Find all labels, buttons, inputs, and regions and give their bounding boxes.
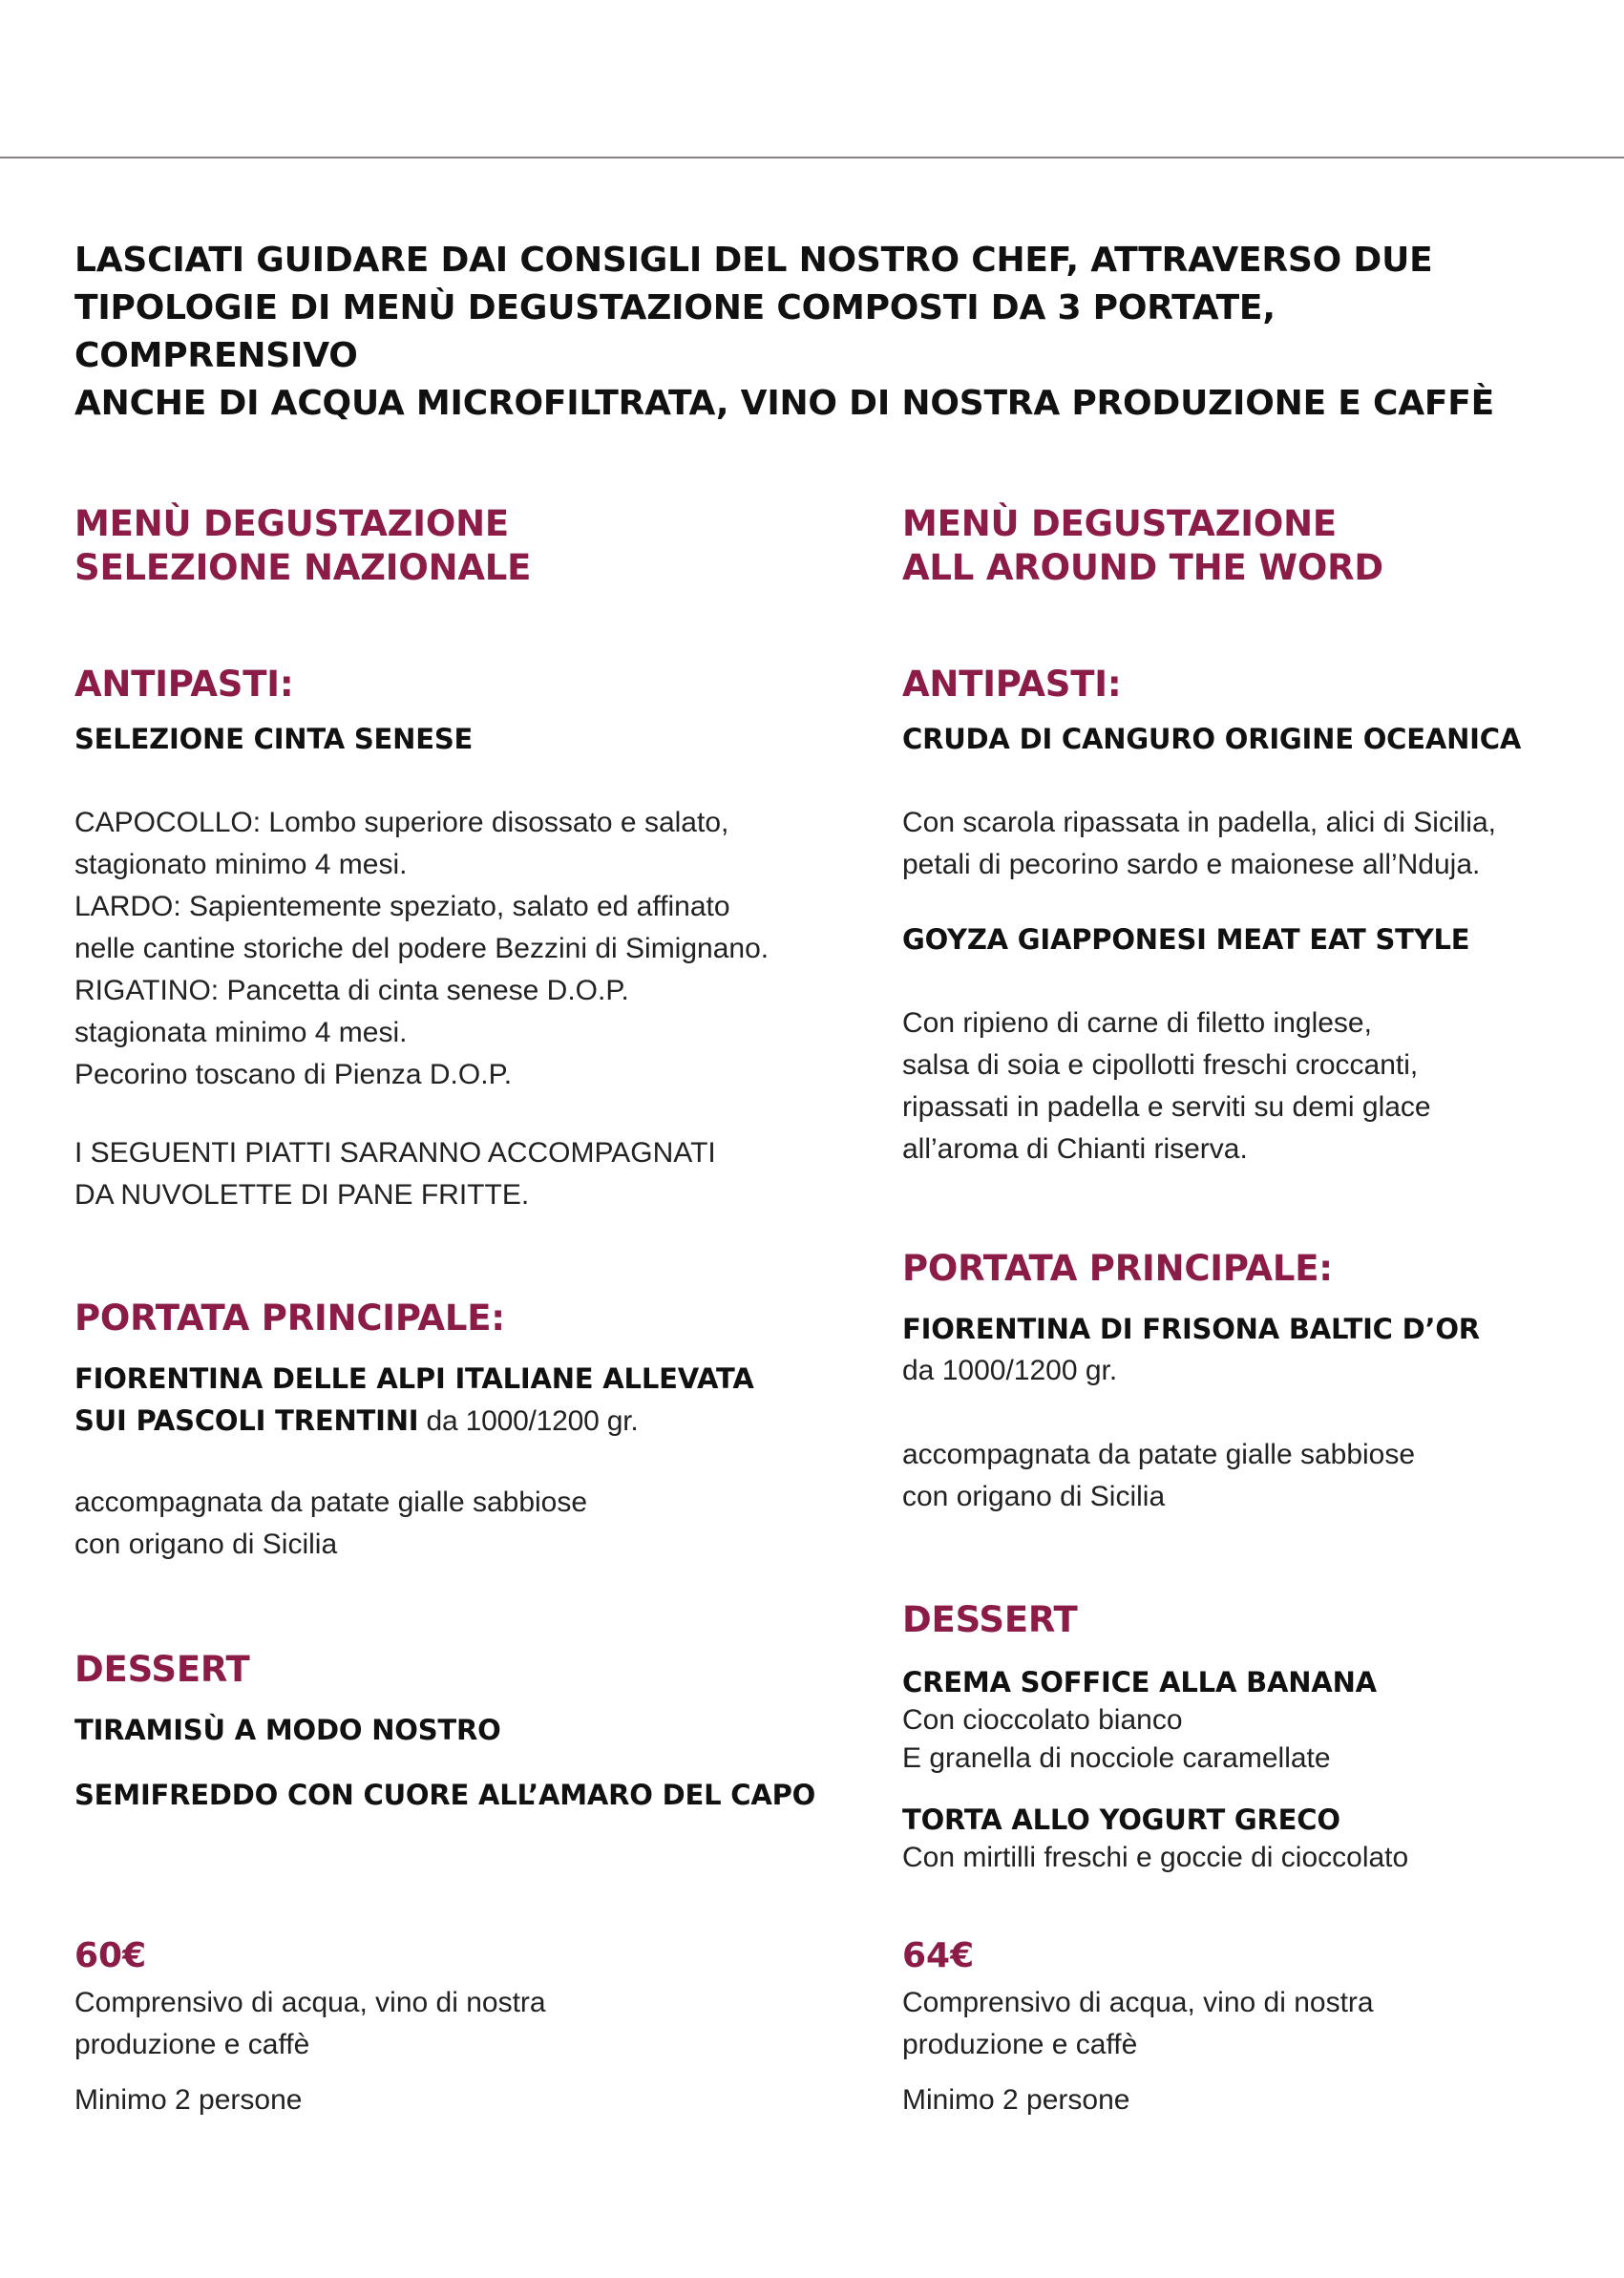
intro-text: LASCIATI GUIDARE DAI CONSIGLI DEL NOSTRO CHEF, ATTRAVERSO DUE TIPOLOGIE DI MENÙ DEGUSTAZIONE COMPOSTI DA 3 PORTATE, COMPRENSIVO ANCHE DI ACQUA MICROFILTRATA, VINO DI NOSTRA PRODUZIONE E CAFFÈ: [74, 241, 1495, 423]
left-antipasti-desc: CAPOCOLLO: Lombo superiore disossato e salato, stagionato minimo 4 mesi. LARDO: Sapientemente speziato, salato ed affinato nelle cantine storiche del podere Bezzini di Simignano. RIGATINO: Pancetta di cinta senese D.O.P. stagionata minimo 4 mesi. Pecorino toscano di Pienza D.O.P.: [74, 807, 770, 1090]
left-antipasti-dish: SELEZIONE CINTA SENESE: [74, 723, 474, 755]
right-main-dish: FIORENTINA DI FRISONA BALTIC D’OR: [902, 1313, 1480, 1345]
right-dessert-1-desc: Con cioccolato bianco E granella di nocciole caramellate: [902, 1704, 1331, 1774]
right-antipasti-dish-1: CRUDA DI CANGURO ORIGINE OCEANICA: [902, 723, 1522, 755]
right-price: 64€: [902, 1936, 975, 1975]
right-dessert-2: TORTA ALLO YOGURT GRECO: [902, 1803, 1340, 1836]
right-antipasti-dish-2: GOYZA GIAPPONESI MEAT EAT STYLE: [902, 923, 1470, 956]
left-dessert-1: TIRAMISÙ A MODO NOSTRO: [74, 1714, 501, 1746]
right-antipasti-title: ANTIPASTI:: [902, 664, 1122, 705]
left-main-weight: da 1000/1200 gr.: [418, 1405, 639, 1437]
menu-right-title: MENÙ DEGUSTAZIONE ALL AROUND THE WORD: [902, 503, 1383, 588]
left-price: 60€: [74, 1936, 147, 1975]
left-antipasti-title: ANTIPASTI:: [74, 664, 294, 705]
right-dessert-title: DESSERT: [902, 1599, 1078, 1640]
left-price-desc: Comprensivo di acqua, vino di nostra produzione e caffè: [74, 1987, 546, 2060]
right-main-weight: da 1000/1200 gr.: [902, 1355, 1118, 1386]
right-dessert-2-desc: Con mirtilli freschi e goccie di cioccolato: [902, 1842, 1409, 1873]
left-main-dish: FIORENTINA DELLE ALPI ITALIANE ALLEVATA SUI PASCOLI TRENTINI da 1000/1200 gr.: [74, 1362, 754, 1437]
right-dessert-1: CREMA SOFFICE ALLA BANANA: [902, 1666, 1377, 1698]
left-main-side: accompagnata da patate gialle sabbiose con origano di Sicilia: [74, 1487, 588, 1560]
right-antipasti-desc-2: Con ripieno di carne di filetto inglese, salsa di soia e cipollotti freschi croccanti, ripassati in padella e serviti su demi glace all’aroma di Chianti riserva.: [902, 1007, 1431, 1165]
right-minimum: Minimo 2 persone: [902, 2084, 1130, 2116]
left-dessert-title: DESSERT: [74, 1649, 250, 1690]
top-divider: [0, 157, 1624, 158]
right-antipasti-desc-1: Con scarola ripassata in padella, alici di Sicilia, petali di pecorino sardo e maionese all’Nduja.: [902, 807, 1496, 880]
left-minimum: Minimo 2 persone: [74, 2084, 303, 2116]
left-antipasti-note: I SEGUENTI PIATTI SARANNO ACCOMPAGNATI DA NUVOLETTE DI PANE FRITTE.: [74, 1137, 716, 1211]
left-dessert-2: SEMIFREDDO CON CUORE ALL’AMARO DEL CAPO: [74, 1779, 816, 1811]
menu-left-title: MENÙ DEGUSTAZIONE SELEZIONE NAZIONALE: [74, 503, 532, 588]
left-main-title: PORTATA PRINCIPALE:: [74, 1297, 505, 1339]
right-main-side: accompagnata da patate gialle sabbiose con origano di Sicilia: [902, 1439, 1416, 1512]
right-main-title: PORTATA PRINCIPALE:: [902, 1248, 1333, 1289]
right-price-desc: Comprensivo di acqua, vino di nostra produzione e caffè: [902, 1987, 1374, 2060]
